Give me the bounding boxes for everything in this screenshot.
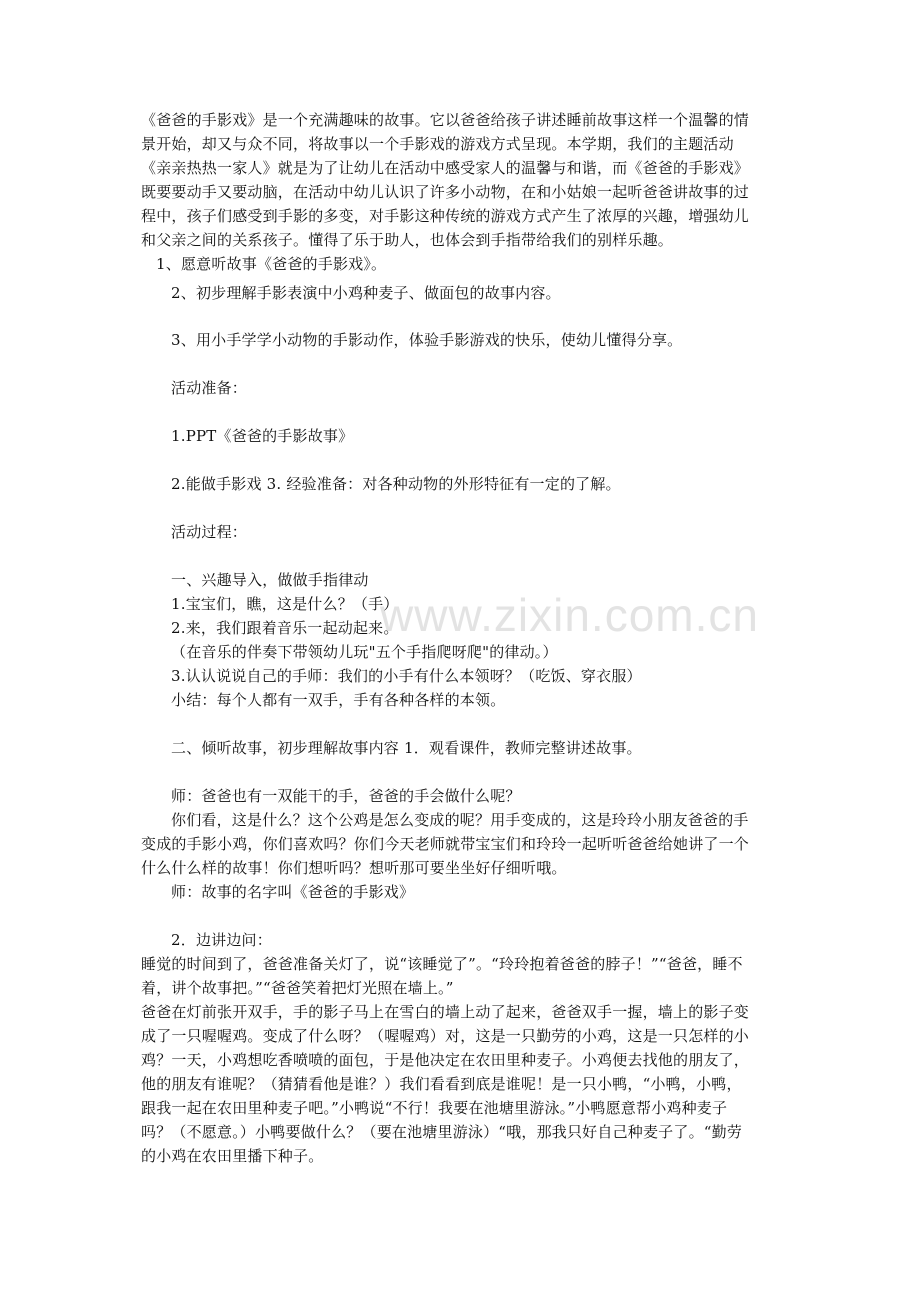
story-line: 他的朋友有谁呢？（猜猜看他是谁？）我们看看到底是谁呢！是一只小鸭，“小鸭，小鸭， — [141, 1075, 742, 1093]
story-line: 的小鸡在农田里播下种子。 — [141, 1147, 324, 1165]
preparation-line: 1.PPT《爸爸的手影故事》 — [171, 427, 354, 445]
story-line: 吗？（不愿意。）小鸭要做什么？（要在池塘里游泳）“哦，那我只好自己种麦子了。“勤劳 — [141, 1123, 743, 1141]
summary-line: 小结：每个人都有一双手，手有各种各样的本领。 — [171, 691, 506, 709]
paragraph-line: 既要要动手又要动脑，在活动中幼儿认识了许多小动物，在和小姑娘一起听爸爸讲故事的过 — [141, 183, 750, 201]
paragraph-line: 和父亲之间的关系孩子。懂得了乐于助人，也体会到手指带给我们的别样乐趣。 — [141, 231, 674, 249]
story-line: 爸爸在灯前张开双手，手的影子马上在雪白的墙上动了起来，爸爸双手一握，墙上的影子变 — [141, 1003, 750, 1021]
objective-line: 3、用小手学学小动物的手影动作，体验手影游戏的快乐，使幼儿懂得分享。 — [171, 331, 683, 349]
story-line: 鸡？一天，小鸡想吃香喷喷的面包，于是他决定在农田里种麦子。小鸡便去找他的朋友了， — [141, 1051, 750, 1069]
objective-line: 2、初步理解手影表演中小鸡种麦子、做面包的故事内容。 — [171, 284, 561, 302]
step-heading: 二、倾听故事，初步理解故事内容 1．观看课件，教师完整讲述故事。 — [171, 739, 642, 757]
step-line: 2.来，我们跟着音乐一起动起来。 — [171, 619, 399, 637]
dialogue-line: 变成的手影小鸡，你们喜欢吗？你们今天老师就带宝宝们和玲玲一起听听爸爸给她讲了一个 — [141, 835, 750, 853]
paragraph-line: 景开始，却又与众不同，将故事以一个手影戏的游戏方式呈现。本学期，我们的主题活动 — [141, 135, 734, 153]
step-heading: 一、兴趣导入，做做手指律动 — [171, 571, 369, 589]
preparation-line: 2.能做手影戏 3. 经验准备：对各种动物的外形特征有一定的了解。 — [171, 475, 621, 493]
section-heading: 活动过程： — [171, 523, 248, 541]
objective-line: 1、愿意听故事《爸爸的手影戏》。 — [156, 255, 387, 273]
step-line: 3.认认说说自己的手师：我们的小手有什么本领呀？（吃饭、穿衣服） — [171, 667, 642, 685]
watermark: www.zixin.com.cn — [380, 589, 759, 641]
dialogue-line: 什么什么样的故事！你们想听吗？想听那可要坐坐好仔细听哦。 — [141, 859, 567, 877]
paragraph-line: 《亲亲热热一家人》就是为了让幼儿在活动中感受家人的温馨与和谐，而《爸爸的手影戏》 — [141, 159, 750, 177]
story-line: 着，讲个故事把。”“爸爸笑着把灯光照在墙上。” — [141, 979, 454, 997]
story-line: 跟我一起在农田里种麦子吧。”小鸭说“不行！我要在池塘里游泳。”小鸭愿意帮小鸡种麦子 — [141, 1099, 728, 1117]
dialogue-line: 师：故事的名字叫《爸爸的手影戏》 — [171, 883, 415, 901]
step-line: （在音乐的伴奏下带领幼儿玩"五个手指爬呀爬"的律动。） — [171, 643, 558, 661]
dialogue-line: 你们看，这是什么？这个公鸡是怎么变成的呢？用手变成的，这是玲玲小朋友爸爸的手 — [171, 811, 749, 829]
dialogue-line: 师：爸爸也有一双能干的手，爸爸的手会做什么呢？ — [171, 787, 521, 805]
story-line: 睡觉的时间到了，爸爸准备关灯了，说“该睡觉了”。“玲玲抱着爸爸的脖子！”“爸爸，睡不 — [141, 955, 743, 973]
step-heading: 2．边讲边问： — [171, 931, 272, 949]
step-line: 1.宝宝们，瞧，这是什么？（手） — [171, 595, 399, 613]
story-line: 成了一只喔喔鸡。变成了什么呀？（喔喔鸡）对，这是一只勤劳的小鸡，这是一只怎样的小 — [141, 1027, 750, 1045]
section-heading: 活动准备： — [171, 379, 248, 397]
paragraph-line: 《爸爸的手影戏》是一个充满趣味的故事。它以爸爸给孩子讲述睡前故事这样一个温馨的情 — [141, 111, 750, 129]
paragraph-line: 程中，孩子们感受到手影的多变，对手影这种传统的游戏方式产生了浓厚的兴趣，增强幼儿 — [141, 207, 750, 225]
